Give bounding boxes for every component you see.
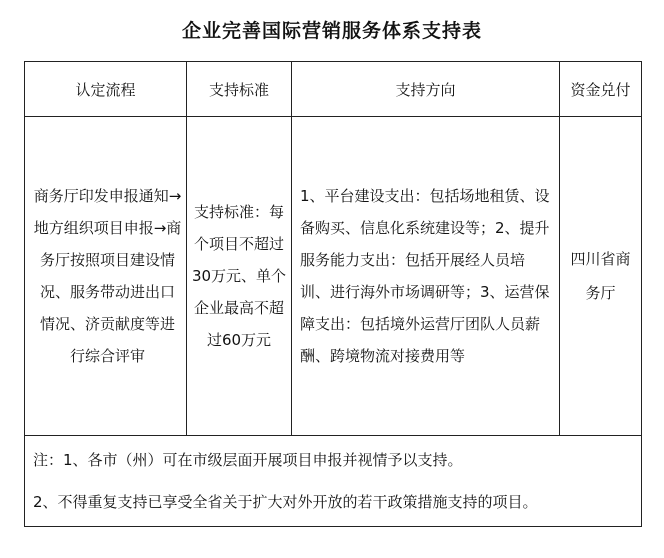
notes-row [25, 436, 642, 527]
header-process: 认定流程 [25, 62, 187, 117]
table-row [25, 117, 642, 436]
header-standard: 支持标准 [187, 62, 292, 117]
standard-text: 支持标准：每个项目不超过30万元、单个企业最高不超过60万元 [191, 203, 287, 349]
process-text: 商务厅印发申报通知→地方组织项目申报→商务厅按照项目建设情况、服务带动进出口情况、济贡献度等进行综合评审 [33, 187, 182, 365]
header-payment: 资金兑付 [560, 62, 642, 117]
note-2: 2、不得重复支持已享受全省关于扩大对外开放的若干政策措施支持的项目。 [33, 493, 538, 511]
table-header-row [25, 62, 642, 117]
cell-direction [292, 117, 560, 436]
support-table [24, 61, 642, 527]
header-direction: 支持方向 [292, 62, 560, 117]
notes-cell [25, 436, 642, 527]
cell-payment [560, 117, 642, 436]
direction-text: 1、平台建设支出：包括场地租赁、设备购买、信息化系统建设等；2、提升服务能力支出：包括开展经人员培训、进行海外市场调研等；3、运营保障支出：包括境外运营厅团队人员薪酬、跨境物流对接费用等 [300, 187, 550, 365]
cell-process [25, 117, 187, 436]
document-title: 企业完善国际营销服务体系支持表 [181, 20, 482, 42]
payment-text: 四川省商务厅 [570, 250, 631, 302]
cell-standard [187, 117, 292, 436]
note-1: 注：1、各市（州）可在市级层面开展项目申报并视情予以支持。 [33, 451, 463, 469]
